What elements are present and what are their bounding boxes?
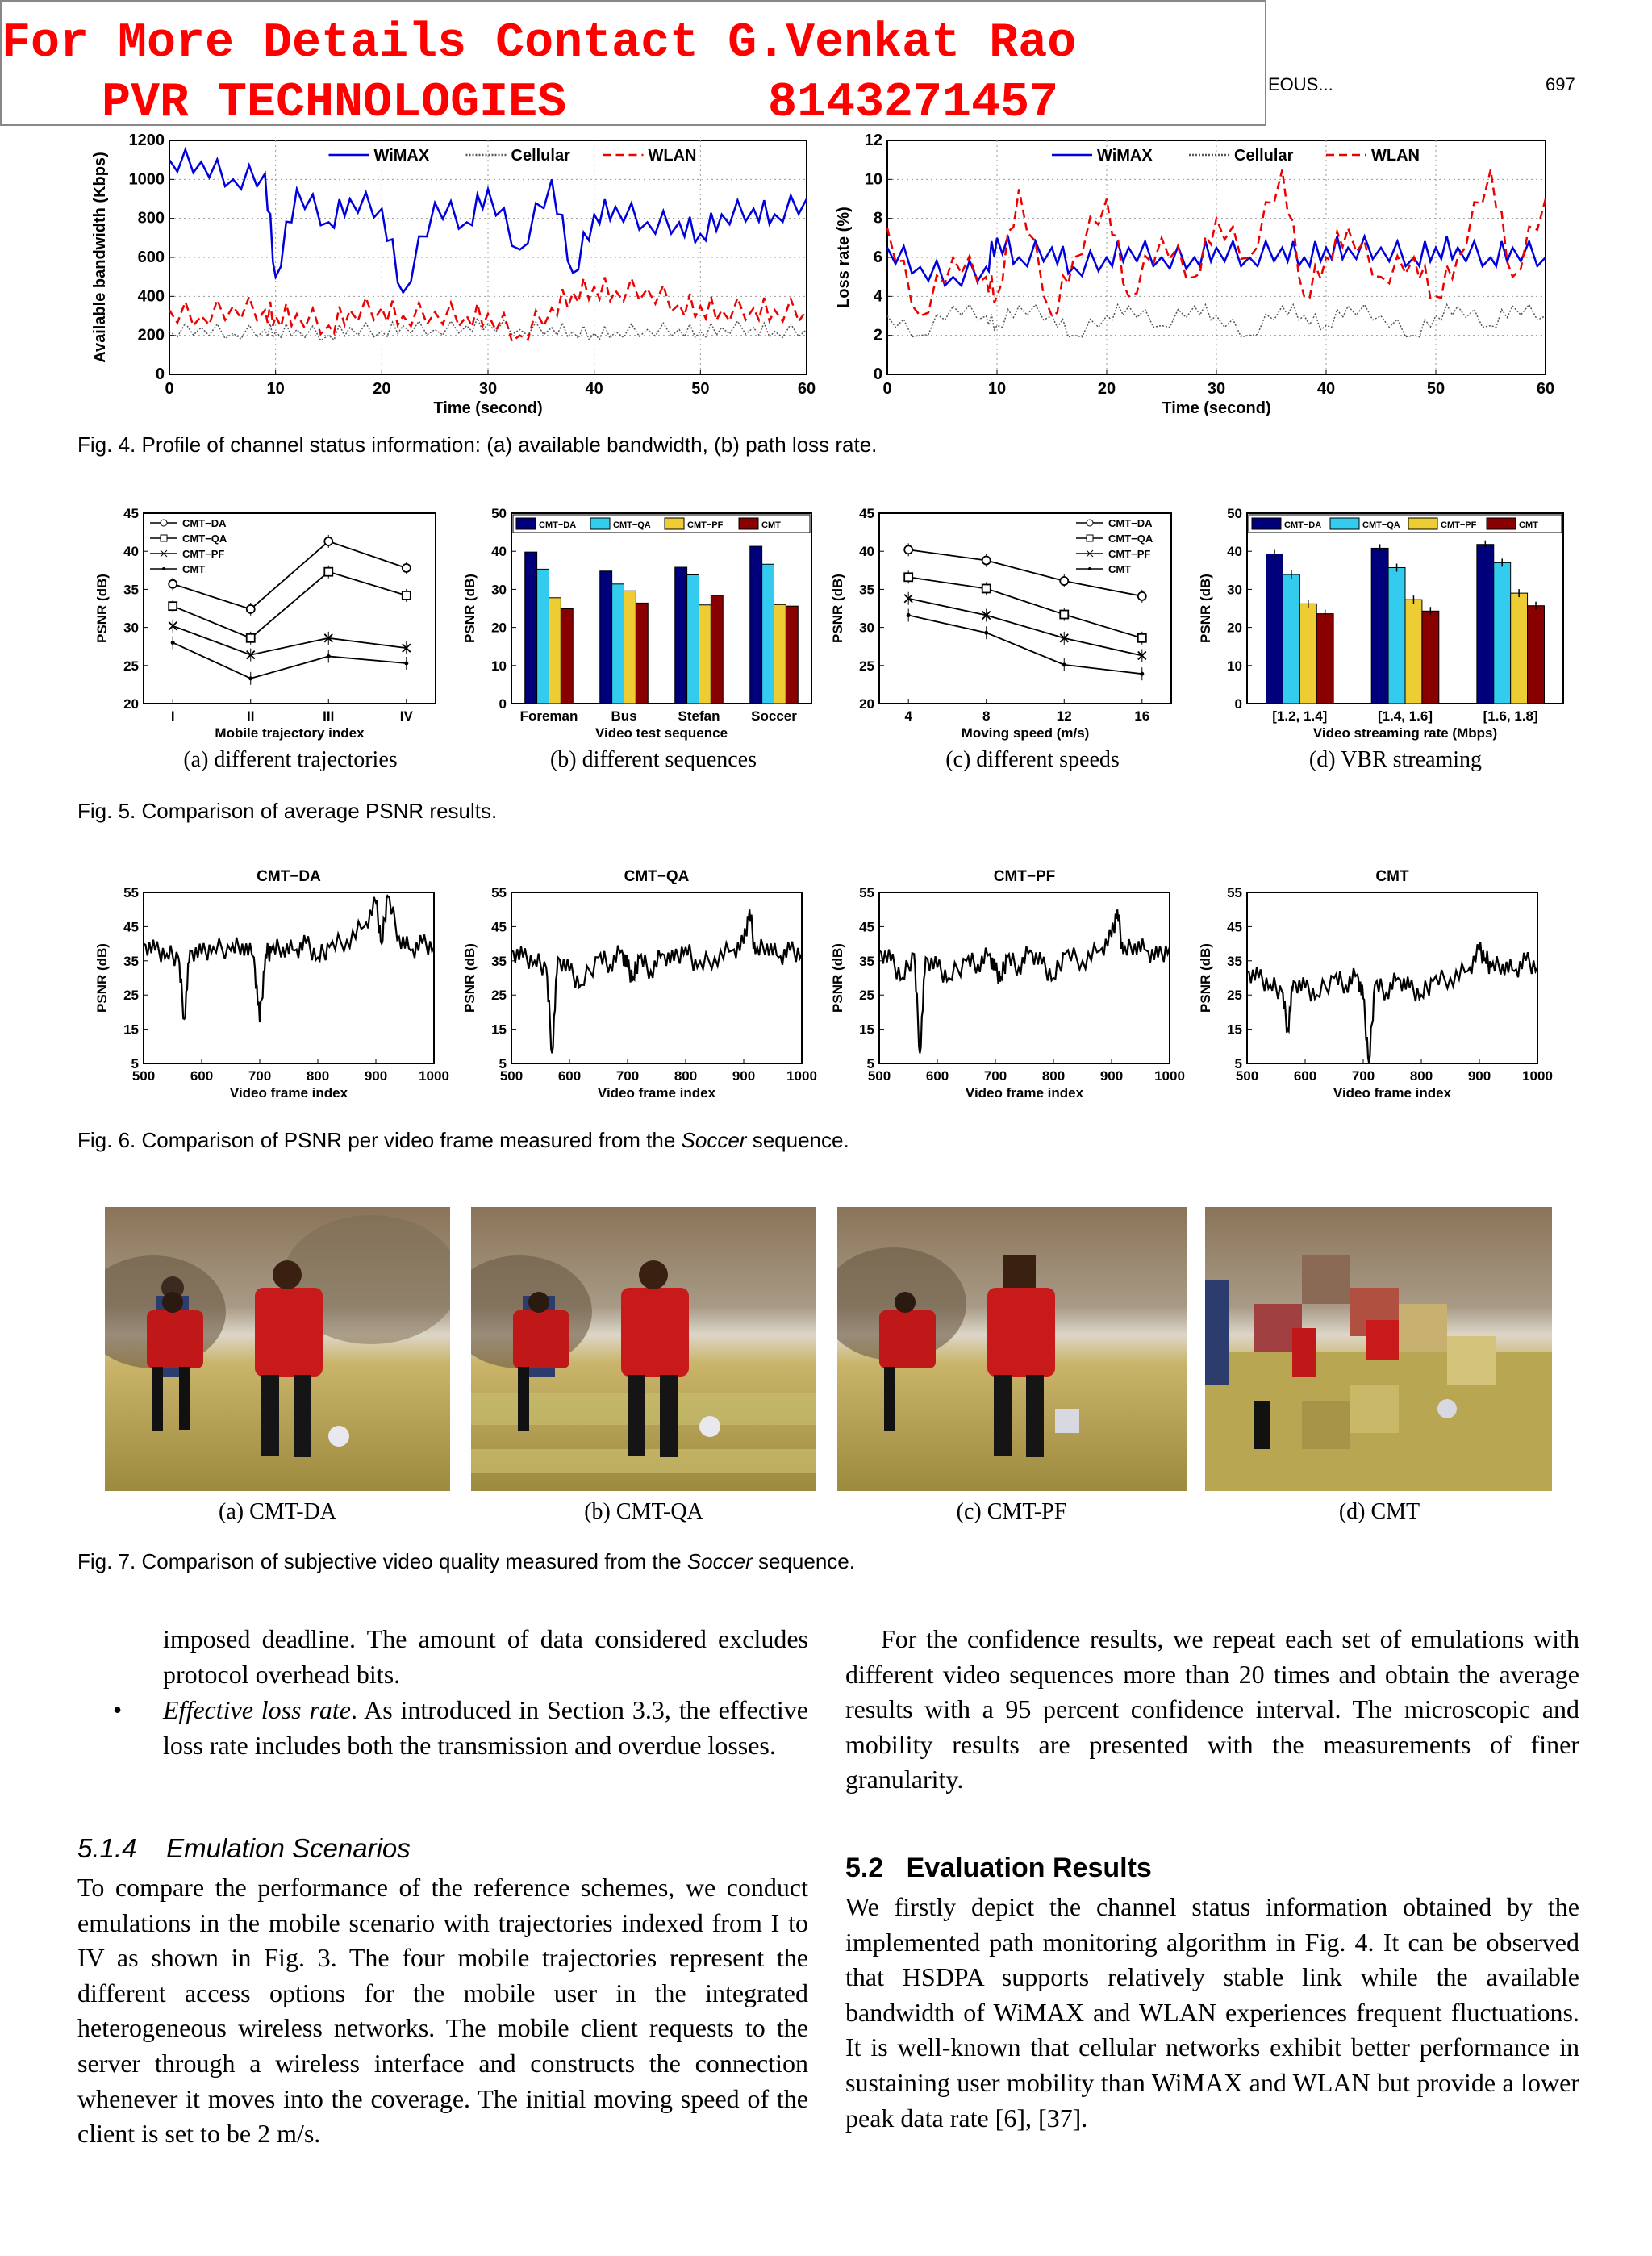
bar (1299, 604, 1316, 704)
fig7a-subcaption: (a) CMT-DA (219, 1499, 336, 1524)
y-axis-label: PSNR (dB) (94, 574, 110, 643)
series-line (908, 615, 1142, 674)
legend-label: CMT−DA (1284, 520, 1322, 530)
x-tick-label: II (247, 708, 255, 724)
x-axis-label: Video streaming rate (Mbps) (1312, 725, 1498, 741)
series-line (908, 577, 1142, 638)
x-tick-label: 500 (499, 1068, 524, 1084)
bar (612, 584, 624, 704)
x-tick-label: 50 (1426, 380, 1446, 398)
bar (1528, 606, 1545, 704)
marker-circle (403, 564, 411, 572)
x-tick-label: 800 (674, 1068, 698, 1084)
bar (1283, 574, 1299, 704)
x-tick-label: [1.6, 1.8] (1483, 708, 1538, 724)
y-tick-label: 5 (131, 1056, 139, 1072)
x-tick-label: 4 (904, 708, 912, 724)
fig7c-subcaption: (c) CMT-PF (956, 1499, 1067, 1524)
fig5b-chart (457, 500, 820, 742)
y-tick-label: 15 (859, 1021, 874, 1038)
y-tick-label: 55 (1227, 885, 1242, 900)
marker-circle (1060, 577, 1068, 585)
y-tick-label: 40 (859, 544, 874, 560)
left-col-continuation: imposed deadline. The amount of data considered excludes protocol overhead bits. (163, 1624, 808, 1689)
legend-label-wimax: WiMAX (373, 147, 430, 165)
bar (1422, 611, 1439, 704)
marker-dot (327, 654, 331, 658)
y-axis-label: Available bandwidth (Kbps) (91, 152, 109, 363)
x-tick-label: 500 (867, 1068, 891, 1084)
legend-marker-dot (162, 567, 165, 570)
y-tick-label: 4 (873, 287, 882, 306)
psnr-series-line (1247, 942, 1537, 1064)
marker-dot (1062, 662, 1066, 666)
y-axis-label: Loss rate (%) (835, 207, 853, 308)
x-tick-label: 800 (1041, 1068, 1066, 1084)
x-axis-label: Time (second) (433, 399, 543, 417)
bar (675, 567, 687, 704)
x-tick-label: IV (399, 708, 413, 724)
x-axis-label: Mobile trajectory index (215, 725, 365, 741)
marker-dot (171, 641, 175, 645)
legend-label-wimax: WiMAX (1097, 147, 1153, 165)
legend-label: CMT−QA (1108, 533, 1153, 545)
chart-title: CMT (1375, 868, 1409, 885)
marker-square (1060, 611, 1068, 619)
marker-circle (247, 605, 255, 613)
x-tick-label: 30 (1207, 380, 1226, 398)
x-tick-label: Stefan (678, 708, 720, 724)
x-tick-label: [1.4, 1.6] (1377, 708, 1433, 724)
fig7b-photo (471, 1207, 816, 1491)
x-axis-label: Video frame index (597, 1085, 716, 1101)
y-tick-label: 20 (859, 696, 874, 712)
watermark-line1: For More Details Contact G.Venkat Rao (2, 16, 1077, 71)
marker-circle (904, 545, 912, 554)
legend-label: CMT−DA (1108, 517, 1153, 529)
watermark-box (0, 0, 1266, 131)
marker-dot (248, 676, 252, 680)
bar (1371, 548, 1388, 704)
bar (1388, 567, 1405, 704)
fig5-caption: Fig. 5. Comparison of average PSNR results. (77, 799, 498, 823)
bar (1477, 545, 1494, 704)
y-tick-label: 20 (123, 696, 139, 712)
legend-swatch (739, 518, 758, 529)
y-axis-label: PSNR (dB) (1198, 574, 1213, 643)
y-tick-label: 8 (873, 209, 882, 228)
y-tick-label: 20 (1227, 620, 1242, 636)
bar (699, 605, 711, 704)
bar (750, 546, 762, 704)
fig5c-subcaption: (c) different speeds (945, 747, 1120, 772)
x-axis-label: Video test sequence (594, 725, 728, 741)
fig5c-chart (824, 500, 1179, 742)
y-tick-label: 200 (137, 326, 165, 345)
marker-square (247, 634, 255, 642)
bar (537, 569, 549, 704)
legend-label: CMT−DA (539, 520, 577, 530)
marker-dot (984, 631, 988, 635)
legend-label: CMT−PF (1108, 548, 1151, 560)
y-tick-label: 45 (859, 919, 874, 935)
bar (762, 564, 774, 704)
x-tick-label: Foreman (519, 708, 578, 724)
y-tick-label: 40 (123, 544, 139, 560)
bar (624, 591, 636, 704)
legend-marker-circle (1087, 520, 1093, 526)
y-tick-label: 10 (1227, 658, 1242, 674)
legend-swatch (665, 518, 684, 529)
fig6b-chart (457, 860, 828, 1115)
fig7b-subcaption: (b) CMT-QA (584, 1499, 703, 1524)
y-tick-label: 30 (859, 620, 874, 636)
x-tick-label: 20 (1097, 380, 1116, 398)
marker-square (904, 573, 912, 581)
x-tick-label: 800 (306, 1068, 330, 1084)
y-tick-label: 50 (1227, 506, 1242, 521)
x-tick-label: 800 (1409, 1068, 1433, 1084)
section-5-1-4-heading: 5.1.4 Emulation Scenarios (77, 1833, 411, 1863)
y-tick-label: 25 (123, 988, 139, 1004)
x-tick-label: 1000 (786, 1068, 817, 1084)
x-tick-label: 10 (266, 380, 285, 398)
x-tick-label: 60 (797, 380, 816, 398)
legend-label: CMT (1519, 520, 1538, 530)
y-tick-label: 40 (1227, 544, 1242, 560)
y-tick-label: 2 (873, 326, 882, 345)
x-tick-label: Soccer (751, 708, 797, 724)
right-col-paragraph1: For the confidence results, we repeat each set of emulations with different video sequences more than 20 times and obtain the average results with a 95 percent confidence interval. The microscopic and mobility results are presented with the measurements of finer granularity. (845, 1624, 1579, 1794)
y-axis-label: PSNR (dB) (94, 943, 110, 1013)
legend-label-wlan: WLAN (1371, 147, 1420, 165)
y-axis-label: PSNR (dB) (830, 943, 845, 1013)
bar (1316, 614, 1333, 704)
series-line (173, 642, 407, 678)
y-tick-label: 30 (1227, 582, 1242, 598)
marker-circle (982, 557, 991, 565)
bar (1494, 562, 1511, 704)
y-tick-label: 1200 (128, 132, 165, 149)
legend-label: CMT−QA (182, 533, 227, 545)
bar (1405, 600, 1422, 704)
x-tick-label: 50 (691, 380, 710, 398)
x-tick-label: 500 (1235, 1068, 1259, 1084)
bullet-effective-loss: Effective loss rate. As introduced in Section 3.3, the effective loss rate includes both the transmission and overdue losses. (163, 1695, 809, 1760)
watermark-company: PVR TECHNOLOGIES (102, 76, 567, 131)
y-tick-label: 35 (1227, 953, 1242, 969)
legend-label: CMT (1108, 563, 1132, 575)
y-tick-label: 12 (864, 132, 882, 149)
x-tick-label: 600 (925, 1068, 949, 1084)
y-tick-label: 6 (873, 249, 882, 266)
legend-label: CMT−QA (613, 520, 651, 530)
legend-marker-dot (1088, 567, 1091, 570)
fig7-caption: Fig. 7. Comparison of subjective video quality measured from the Soccer sequence. (77, 1549, 855, 1573)
x-tick-label: 1000 (1522, 1068, 1553, 1084)
y-tick-label: 55 (123, 885, 139, 900)
y-axis-label: PSNR (dB) (830, 574, 845, 643)
legend-marker-square (1087, 535, 1093, 541)
y-tick-label: 400 (137, 287, 165, 306)
fig5a-subcaption: (a) different trajectories (183, 747, 398, 772)
chart-title: CMT−PF (993, 868, 1056, 885)
x-tick-label: 40 (585, 380, 603, 398)
y-tick-label: 35 (859, 582, 874, 598)
y-tick-label: 800 (137, 209, 165, 228)
x-tick-label: 16 (1134, 708, 1150, 724)
y-tick-label: 15 (1227, 1021, 1242, 1038)
legend-label: CMT−QA (1362, 520, 1400, 530)
y-tick-label: 35 (859, 953, 874, 969)
x-tick-label: 600 (1293, 1068, 1317, 1084)
x-tick-label: 12 (1056, 708, 1072, 724)
x-tick-label: 600 (557, 1068, 582, 1084)
x-tick-label: 10 (987, 380, 1007, 398)
x-axis-label: Video frame index (965, 1085, 1084, 1101)
y-tick-label: 25 (859, 988, 874, 1004)
y-tick-label: 10 (864, 170, 882, 189)
y-tick-label: 10 (491, 658, 507, 674)
legend-label: CMT−DA (182, 517, 227, 529)
legend-label: CMT−PF (687, 520, 724, 530)
marker-square (403, 591, 411, 600)
psnr-series-line (879, 909, 1170, 1053)
fig5b-subcaption: (b) different sequences (549, 747, 757, 772)
bar (774, 604, 786, 704)
x-tick-label: 40 (1316, 380, 1336, 398)
y-tick-label: 45 (491, 919, 507, 935)
legend-label: CMT−PF (182, 548, 225, 560)
x-tick-label: 900 (1467, 1068, 1491, 1084)
x-tick-label: 0 (882, 380, 892, 398)
x-tick-label: 700 (615, 1068, 640, 1084)
y-axis-label: PSNR (dB) (462, 943, 478, 1013)
bar (786, 606, 798, 704)
x-axis-label: Time (second) (1162, 399, 1271, 417)
legend-swatch (1408, 518, 1437, 529)
x-tick-label: 700 (983, 1068, 1007, 1084)
x-axis-label: Moving speed (m/s) (961, 725, 1090, 741)
series-line (908, 549, 1142, 596)
y-tick-label: 600 (137, 249, 165, 266)
y-axis-label: PSNR (dB) (462, 574, 478, 643)
y-tick-label: 5 (1234, 1056, 1242, 1072)
fig7c-photo (837, 1207, 1187, 1491)
fig7d-subcaption: (d) CMT (1338, 1499, 1420, 1524)
chart-title: CMT−QA (624, 868, 690, 885)
marker-dot (907, 613, 911, 617)
legend-swatch (1252, 518, 1281, 529)
y-axis-label: PSNR (dB) (1198, 943, 1213, 1013)
marker-square (169, 602, 177, 610)
y-tick-label: 35 (123, 582, 139, 598)
legend-label: CMT (761, 520, 781, 530)
y-tick-label: 35 (123, 953, 139, 969)
series-line (173, 626, 407, 655)
x-tick-label: I (170, 708, 175, 724)
marker-square (1138, 634, 1146, 642)
y-tick-label: 0 (499, 696, 507, 712)
bullet-dot: • (113, 1695, 123, 1724)
fig5d-subcaption: (d) VBR streaming (1308, 747, 1483, 772)
y-tick-label: 0 (1234, 696, 1242, 712)
legend-label-cellular: Cellular (1234, 147, 1294, 165)
marker-dot (1140, 672, 1144, 676)
fig6c-chart (824, 860, 1195, 1115)
plot-frame (511, 892, 802, 1063)
fig7d-photo (1205, 1207, 1552, 1491)
bar (525, 552, 537, 704)
marker-circle (324, 537, 332, 545)
y-tick-label: 5 (499, 1056, 507, 1072)
legend-label-cellular: Cellular (511, 147, 570, 165)
y-tick-label: 15 (123, 1021, 139, 1038)
x-tick-label: 600 (190, 1068, 214, 1084)
right-col-paragraph2: We firstly depict the channel status information obtained by the implemented path monitoring algorithm in Fig. 4. It can be observed that HSDPA supports relatively stable link while the available bandwidth of WiMAX and WLAN experiences frequent fluctuations. It is well-known that cellular networks exhibit better performance in sustaining user mobility than WiMAX and WLAN but provide a lower peak data rate [6], [37]. (845, 1892, 1579, 2133)
x-tick-label: 60 (1536, 380, 1555, 398)
x-tick-label: 900 (1099, 1068, 1124, 1084)
x-axis-label: Video frame index (1333, 1085, 1452, 1101)
y-tick-label: 25 (1227, 988, 1242, 1004)
x-tick-label: 700 (1351, 1068, 1375, 1084)
y-tick-label: 30 (123, 620, 139, 636)
psnr-series-line (144, 896, 434, 1022)
x-axis-label: Video frame index (229, 1085, 348, 1101)
x-tick-label: Bus (611, 708, 637, 724)
legend-marker-circle (161, 520, 167, 526)
bar (549, 598, 561, 704)
chart-title: CMT−DA (257, 868, 321, 885)
bar (1266, 554, 1283, 704)
x-tick-label: 20 (373, 380, 391, 398)
plot-frame (1247, 892, 1537, 1063)
y-tick-label: 15 (491, 1021, 507, 1038)
x-tick-label: 900 (364, 1068, 388, 1084)
page-number: 697 (1546, 74, 1575, 94)
bar (636, 603, 648, 704)
y-tick-label: 5 (866, 1056, 874, 1072)
legend-label-wlan: WLAN (648, 147, 697, 165)
fig4-caption: Fig. 4. Profile of channel status information: (a) available bandwidth, (b) path loss rate. (77, 432, 878, 457)
x-tick-label: 1000 (1154, 1068, 1185, 1084)
marker-circle (169, 580, 177, 588)
fig4-loss-chart (823, 127, 1565, 418)
y-tick-label: 45 (123, 919, 139, 935)
y-tick-label: 0 (155, 366, 165, 383)
x-tick-label: III (323, 708, 335, 724)
bar (687, 574, 699, 704)
bar (711, 595, 723, 704)
section-5-2-heading: 5.2 Evaluation Results (845, 1853, 1152, 1883)
legend-swatch (590, 518, 610, 529)
fig4-bandwidth-chart (89, 127, 831, 418)
psnr-series-line (511, 909, 802, 1053)
y-tick-label: 45 (859, 506, 874, 521)
bar (1511, 593, 1528, 704)
y-tick-label: 45 (123, 506, 139, 521)
y-tick-label: 25 (859, 658, 874, 674)
marker-dot (404, 661, 408, 665)
x-tick-label: [1.2, 1.4] (1272, 708, 1328, 724)
series-line (173, 572, 407, 638)
legend-swatch (1330, 518, 1359, 529)
legend-swatch (1487, 518, 1516, 529)
fig5a-chart (89, 500, 444, 742)
marker-circle (1138, 592, 1146, 600)
x-tick-label: 0 (165, 380, 174, 398)
y-tick-label: 0 (873, 366, 882, 383)
marker-square (324, 568, 332, 576)
y-tick-label: 40 (491, 544, 507, 560)
watermark-phone: 8143271457 (768, 76, 1059, 131)
y-tick-label: 25 (491, 988, 507, 1004)
fig7a-photo (105, 1207, 450, 1491)
fig6d-chart (1192, 860, 1563, 1115)
fig6-caption: Fig. 6. Comparison of PSNR per video frame measured from the Soccer sequence. (77, 1128, 849, 1152)
y-tick-label: 1000 (128, 170, 165, 189)
fig6a-chart (89, 860, 460, 1115)
x-tick-label: 1000 (419, 1068, 449, 1084)
y-tick-label: 50 (491, 506, 507, 521)
left-col-paragraph: To compare the performance of the reference schemes, we conduct emulations in the mobile scenario with trajectories indexed from I to IV as shown in Fig. 3. The four mobile trajectories represent the different access options for the mobile user in the integrated heterogeneous wireless networks. The mobile client requests to the server through a wireless interface and constructs the connection whenever it moves into the coverage. The initial moving speed of the client is set to be 2 m/s. (77, 1873, 808, 2149)
bar (600, 571, 612, 704)
y-tick-label: 55 (491, 885, 507, 900)
fig5d-chart (1192, 500, 1571, 742)
running-title: EOUS... (1268, 74, 1333, 94)
y-tick-label: 45 (1227, 919, 1242, 935)
bar (561, 608, 573, 704)
legend-label: CMT (182, 563, 206, 575)
y-tick-label: 35 (491, 953, 507, 969)
plot-frame (879, 892, 1170, 1063)
y-tick-label: 55 (859, 885, 874, 900)
x-tick-label: 30 (478, 380, 498, 398)
legend-swatch (516, 518, 536, 529)
legend-label: CMT−PF (1441, 520, 1477, 530)
marker-square (982, 584, 991, 592)
x-tick-label: 700 (248, 1068, 272, 1084)
y-tick-label: 25 (123, 658, 139, 674)
x-tick-label: 500 (131, 1068, 156, 1084)
y-tick-label: 30 (491, 582, 507, 598)
y-tick-label: 20 (491, 620, 507, 636)
x-tick-label: 900 (732, 1068, 756, 1084)
legend-marker-square (161, 535, 167, 541)
x-tick-label: 8 (982, 708, 991, 724)
